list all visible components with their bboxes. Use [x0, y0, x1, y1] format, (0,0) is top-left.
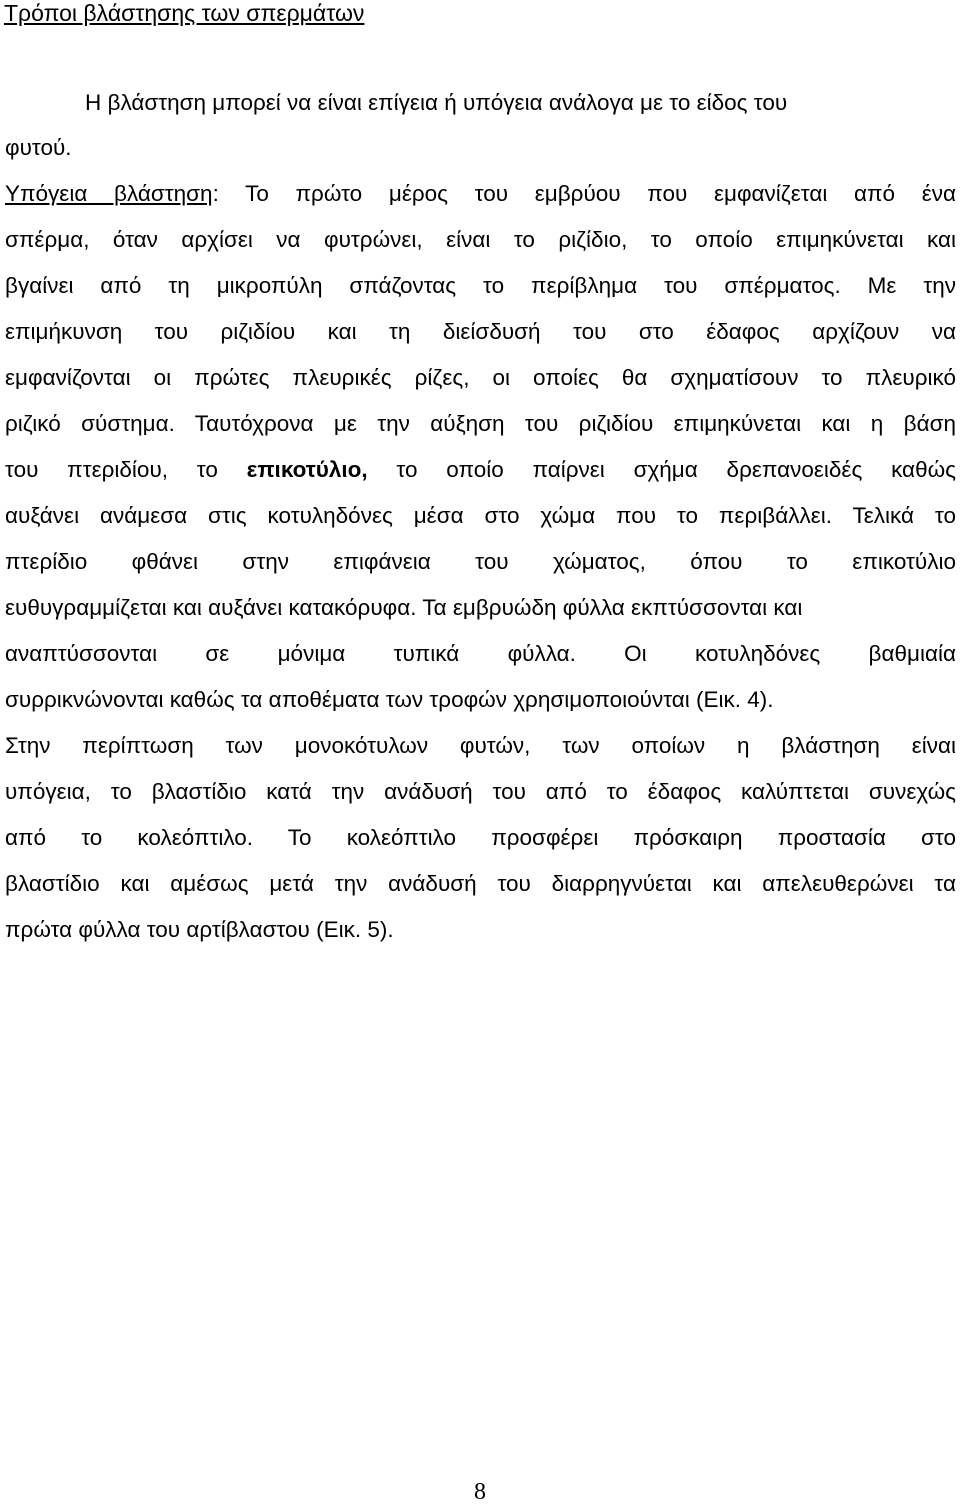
paragraph-line-2: σπέρμα, όταν αρχίσει να φυτρώνει, είναι το ριζίδιο, το οποίο επιμηκύνεται και	[5, 227, 956, 252]
paragraph-line-8: αυξάνει ανάμεσα στις κοτυληδόνες μέσα στο χώμα που το περιβάλλει. Τελικά το	[5, 503, 956, 528]
paragraph-line-9: πτερίδιο φθάνει στην επιφάνεια του χώματος, όπου το επικοτύλιο	[5, 549, 956, 574]
paragraph-line-6: ριζικό σύστημα. Ταυτόχρονα με την αύξηση του ριζιδίου επιμηκύνεται και η βάση	[5, 411, 956, 436]
paragraph-line-7-end: το οποίο παίρνει σχήμα δρεπανοειδές καθώς	[367, 457, 956, 482]
paragraph-line-1	[5, 179, 956, 209]
paragraph-line-14: υπόγεια, το βλαστίδιο κατά την ανάδυσή του από το έδαφος καλύπτεται συνεχώς	[5, 779, 956, 804]
paragraph-line-3: βγαίνει από τη μικροπύλη σπάζοντας το περίβλημα του σπέρματος. Με την	[5, 273, 956, 298]
underground-germination-subheading: Υπόγεια βλάστηση	[5, 181, 213, 206]
paragraph-line-1-text: : Το πρώτο μέρος του εμβρύου που εμφανίζεται από ένα	[212, 181, 956, 206]
paragraph-line-10: ευθυγραμμίζεται και αυξάνει κατακόρυφα. Τα εμβρυώδη φύλλα εκπτύσσονται και	[5, 595, 803, 620]
paragraph-line-13: Στην περίπτωση των μονοκότυλων φυτών, των οποίων η βλάστηση είναι	[5, 733, 956, 758]
epicotyl-term: επικοτύλιο,	[246, 457, 368, 482]
paragraph-line-4: επιμήκυνση του ριζιδίου και τη διείσδυσή του στο έδαφος αρχίζουν να	[5, 319, 956, 344]
page-number: 8	[474, 1479, 486, 1505]
paragraph-line-15: από το κολεόπτιλο. Το κολεόπτιλο προσφέρει πρόσκαιρη προστασία στο	[5, 825, 956, 850]
intro-line-2: φυτού.	[5, 135, 72, 160]
intro-line-1: Η βλάστηση μπορεί να είναι επίγεια ή υπόγεια ανάλογα με το είδος του	[85, 90, 788, 115]
paragraph-line-12: συρρικνώνονται καθώς τα αποθέματα των τροφών χρησιμοποιούνται (Εικ. 4).	[5, 687, 774, 712]
paragraph-line-7-start: του πτεριδίου, το	[5, 457, 247, 482]
paragraph-line-11: αναπτύσσονται σε μόνιμα τυπικά φύλλα. Οι κοτυληδόνες βαθμιαία	[5, 641, 956, 666]
paragraph-line-7	[5, 455, 956, 485]
paragraph-line-17: πρώτα φύλλα του αρτίβλαστου (Εικ. 5).	[5, 917, 394, 942]
paragraph-line-5: εμφανίζονται οι πρώτες πλευρικές ρίζες, οι οποίες θα σχηματίσουν το πλευρικό	[5, 365, 956, 390]
section-heading: Τρόποι βλάστησης των σπερμάτων	[4, 0, 365, 26]
paragraph-line-16: βλαστίδιο και αμέσως μετά την ανάδυσή του διαρρηγνύεται και απελευθερώνει τα	[5, 871, 956, 896]
